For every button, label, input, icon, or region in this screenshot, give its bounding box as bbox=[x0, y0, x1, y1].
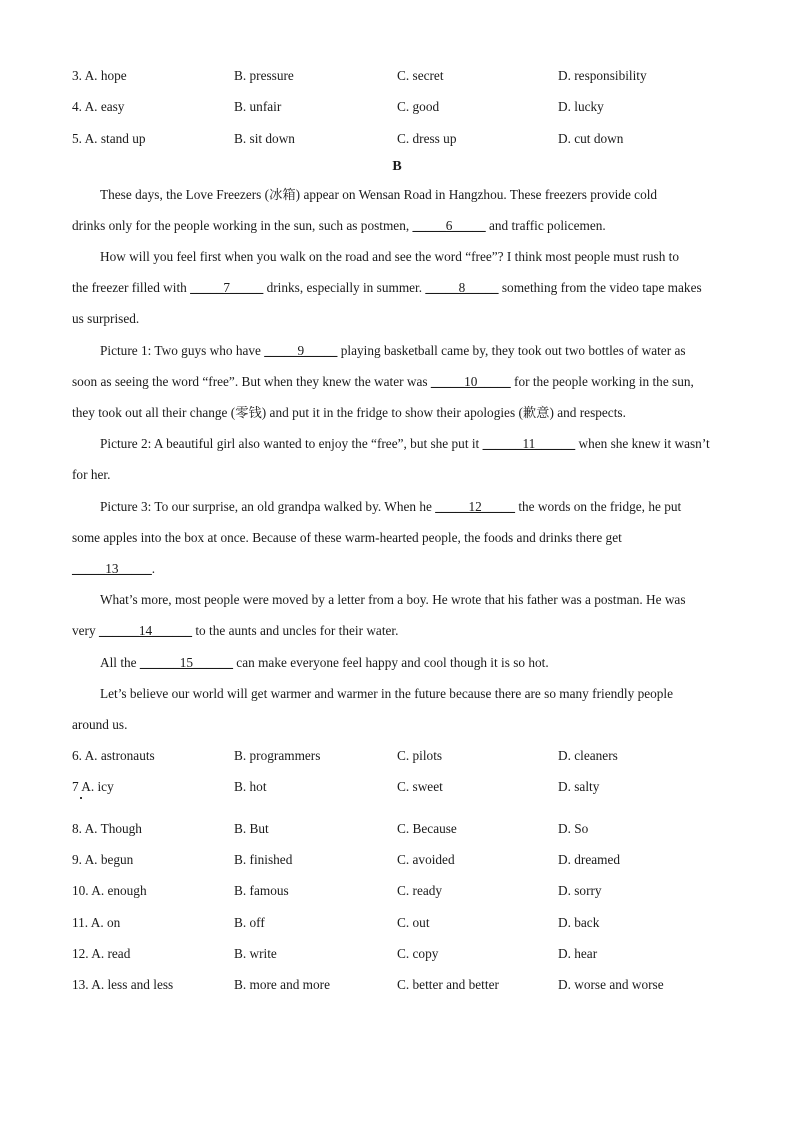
question-option-b: B. more and more bbox=[234, 977, 331, 992]
passage-line: soon as seeing the word “free”. But when they knew the water was _____10_____ for the people working in the sun, bbox=[72, 374, 694, 389]
passage-line: Picture 1: Two guys who have _____9_____ playing basketball came by, they took out two bottles of water as bbox=[100, 343, 686, 358]
question-3-option-a: 3. A. hope bbox=[72, 68, 127, 83]
question-option-a: 11. A. on bbox=[72, 915, 121, 930]
question-4-option-d: D. lucky bbox=[558, 99, 604, 114]
question-option-a: 9. A. begun bbox=[72, 852, 134, 867]
question-option-c: C. Because bbox=[397, 821, 457, 836]
question-option-b: B. But bbox=[234, 821, 269, 836]
blank-10: _____10_____ bbox=[430, 374, 511, 389]
question-option-b: B. write bbox=[234, 946, 277, 961]
question-3-row bbox=[72, 66, 722, 86]
question-option-a: 6. A. astronauts bbox=[72, 748, 155, 763]
passage-line: Let’s believe our world will get warmer and warmer in the future because there are so many friendly people bbox=[100, 686, 674, 701]
question-option-a: 10. A. enough bbox=[72, 883, 147, 898]
question-option-d: D. sorry bbox=[558, 883, 602, 898]
question-option-d: D. back bbox=[558, 915, 600, 930]
question-option-d: D. So bbox=[558, 821, 589, 836]
question-option-d: D. worse and worse bbox=[558, 977, 664, 992]
passage-line: All the ______15______ can make everyone feel happy and cool though it is so hot. bbox=[100, 655, 549, 670]
question-5-row bbox=[72, 129, 722, 149]
passage-line: for her. bbox=[72, 467, 111, 482]
question-option-c: C. sweet bbox=[397, 779, 443, 794]
question-11-row bbox=[72, 913, 722, 933]
question-option-c: C. better and better bbox=[397, 977, 499, 992]
blank-15: ______15______ bbox=[139, 655, 233, 670]
blank-14: ______14______ bbox=[98, 623, 193, 638]
question-option-b: B. programmers bbox=[234, 748, 321, 763]
passage-line: Picture 3: To our surprise, an old grandpa walked by. When he _____12_____ the words on the fridge, he put bbox=[100, 499, 682, 514]
passage-line: drinks only for the people working in the sun, such as postmen, _____6_____ and traffic policemen. bbox=[72, 218, 606, 233]
question-7-row bbox=[72, 777, 722, 797]
question-3-option-b: B. pressure bbox=[234, 68, 294, 83]
question-13-row bbox=[72, 975, 722, 995]
passage-line: How will you feel first when you walk on the road and see the word “free”? I think most people must rush to bbox=[100, 249, 680, 264]
blank-7: _____7_____ bbox=[190, 280, 264, 295]
question-4-option-a: 4. A. easy bbox=[72, 99, 125, 114]
question-3-option-d: D. responsibility bbox=[558, 68, 647, 83]
question-option-c: C. avoided bbox=[397, 852, 455, 867]
passage-line: What’s more, most people were moved by a letter from a boy. He wrote that his father was a postman. He was bbox=[100, 592, 686, 607]
question-option-b: B. hot bbox=[234, 779, 267, 794]
question-option-a: 7 A. icy bbox=[72, 779, 114, 794]
passage-line: some apples into the box at once. Because of these warm-hearted people, the foods and drinks there get bbox=[72, 530, 622, 545]
question-option-c: C. copy bbox=[397, 946, 439, 961]
question-12-row bbox=[72, 944, 722, 964]
question-option-a: 13. A. less and less bbox=[72, 977, 174, 992]
question-5-option-b: B. sit down bbox=[234, 131, 295, 146]
blank-13: _____13_____ bbox=[72, 561, 152, 576]
blank-11: ______11______ bbox=[482, 436, 576, 451]
question-option-b: B. off bbox=[234, 915, 265, 930]
question-option-a: 12. A. read bbox=[72, 946, 131, 961]
question-option-d: D. dreamed bbox=[558, 852, 621, 867]
passage-line: _____13_____. bbox=[72, 561, 156, 576]
passage-line: around us. bbox=[72, 717, 128, 732]
question-option-a: 8. A. Though bbox=[72, 821, 142, 836]
question-option-b: B. famous bbox=[234, 883, 289, 898]
question-6-row bbox=[72, 746, 722, 766]
question-4-row bbox=[72, 97, 722, 117]
question-9-row bbox=[72, 850, 722, 870]
question-5-option-c: C. dress up bbox=[397, 131, 457, 146]
question-3-option-c: C. secret bbox=[397, 68, 444, 83]
question-option-c: C. pilots bbox=[397, 748, 443, 763]
passage-line: the freezer filled with _____7_____ drinks, especially in summer. _____8_____ something from the video tape makes bbox=[72, 280, 702, 295]
question-5-option-d: D. cut down bbox=[558, 131, 624, 146]
blank-9: _____9_____ bbox=[264, 343, 338, 358]
passage-line: us surprised. bbox=[72, 311, 140, 326]
question-option-d: D. salty bbox=[558, 779, 600, 794]
question-8-row bbox=[72, 819, 722, 839]
question-10-row bbox=[72, 881, 722, 901]
question-option-b: B. finished bbox=[234, 852, 293, 867]
passage-line: These days, the Love Freezers (冰箱) appear on Wensan Road in Hangzhou. These freezers provide cold bbox=[100, 187, 658, 202]
passage-line: very ______14______ to the aunts and uncles for their water. bbox=[72, 623, 399, 638]
question-option-d: D. cleaners bbox=[558, 748, 618, 763]
question-5-option-a: 5. A. stand up bbox=[72, 131, 146, 146]
question-option-d: D. hear bbox=[558, 946, 598, 961]
question-option-c: C. out bbox=[397, 915, 430, 930]
question-4-option-b: B. unfair bbox=[234, 99, 282, 114]
passage-line: Picture 2: A beautiful girl also wanted to enjoy the “free”, but she put it ______11______ when she knew it wasn’t bbox=[100, 436, 710, 451]
blank-12: _____12_____ bbox=[435, 499, 516, 514]
blank-6: _____6_____ bbox=[412, 218, 486, 233]
question-option-c: C. ready bbox=[397, 883, 443, 898]
passage-line: they took out all their change (零钱) and put it in the fridge to show their apologies (歉意) and respects. bbox=[72, 405, 626, 420]
blank-8: _____8_____ bbox=[425, 280, 499, 295]
question-4-option-c: C. good bbox=[397, 99, 440, 114]
stray-mark bbox=[80, 797, 82, 799]
section-title: B bbox=[392, 159, 402, 174]
